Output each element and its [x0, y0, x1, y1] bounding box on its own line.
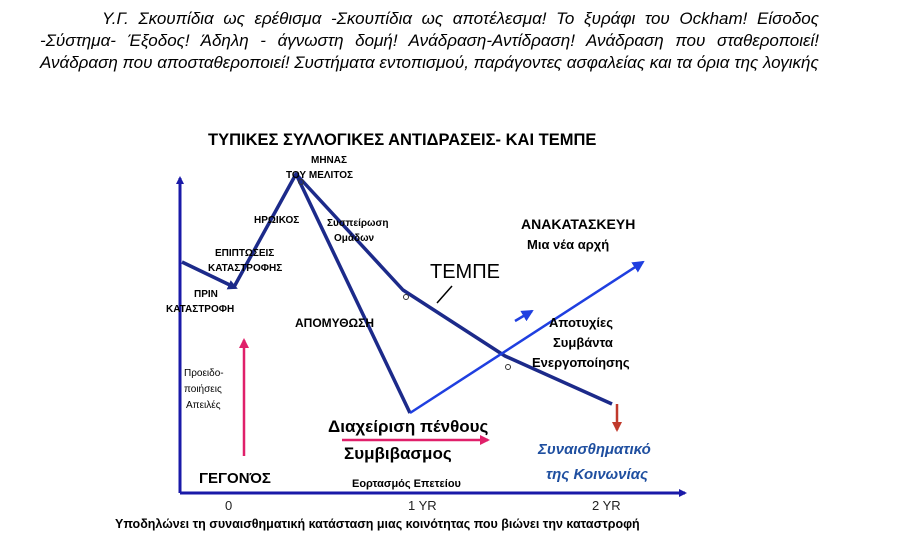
tempe-pointer — [437, 286, 452, 303]
recovery-mid-arrow — [515, 311, 532, 321]
label-compromise: Συμβιβασμος — [344, 444, 452, 463]
label-failed-activation-1: Αποτυχίες — [549, 315, 613, 330]
label-warnings-3: Απειλές — [186, 400, 221, 411]
label-failed-activation-3: Ενεργοποίησης — [532, 355, 630, 370]
label-reconstruction-1: ΑΝΑΚΑΤΑΣΚΕΥΗ — [521, 216, 636, 232]
label-reconstruction-2: Μια νέα αρχή — [527, 237, 610, 252]
label-failed-activation-2: Συμβάντα — [553, 335, 613, 350]
figure-caption: Υποδηλώνει τη συναισθηματική κατάσταση μιας κοινότητας που βιώνει την καταστροφή — [115, 517, 640, 531]
x-tick-1yr: 1 YR — [408, 498, 437, 513]
label-impact-1: ΕΠΙΠΤΩΣΕΙΣ — [215, 248, 275, 259]
label-heroic: ΗΡΩΙΚΟΣ — [254, 215, 300, 226]
diagram-title: ΤΥΠΙΚΕΣ ΣΥΛΛΟΓΙΚΕΣ ΑΝΤΙΔΡΑΣΕΙΣ- ΚΑΙ ΤΕΜΠΕ — [208, 131, 597, 149]
label-honeymoon-2: ΤΟΥ ΜΕΛΙΤΟΣ — [286, 170, 354, 181]
label-grief: Διαχείριση πένθους — [328, 417, 489, 436]
label-disillusionment: ΑΠΟΜΥΘΩΣΗ — [295, 316, 375, 330]
label-impact-2: ΚΑΤΑΣΤΡΟΦΗΣ — [208, 263, 283, 274]
label-emotional-1: Συναισθηματικό — [538, 441, 651, 458]
label-pre-disaster-1: ΠΡΙΝ — [194, 289, 218, 300]
label-anniversary: Εορτασμός Επετείου — [352, 478, 461, 490]
intro-text: Υ.Γ. Σκουπίδια ως ερέθισμα -Σκουπίδια ως αποτέλεσμα! Το ξυράφι του Ockham! Είσοδος -Σύστημα- Έξοδος! Άδηλη - άγνωστη δομή! Ανάδραση-Αντίδραση! Ανάδραση που σταθεροποιεί! Ανάδραση που αποσταθεροποιεί! Συστήματα εντοπισμού, παράγοντες ασφαλείας και τα όρια της λογικής — [40, 9, 819, 72]
label-event: ΓΕΓΟΝΌΣ — [199, 470, 271, 487]
label-tempe: ΤΕΜΠΕ — [430, 261, 500, 283]
label-emotional-2: της Κοινωνίας — [546, 466, 648, 483]
x-tick-2yr: 2 YR — [592, 498, 621, 513]
label-warnings-1: Προειδο- — [184, 368, 224, 379]
label-coalescing-2: Ομάδων — [334, 233, 375, 244]
disillusionment-line — [296, 174, 410, 413]
marker-circle-tempe — [404, 295, 409, 300]
label-pre-disaster-2: ΚΑΤΑΣΤΡΟΦΗ — [166, 304, 235, 315]
label-honeymoon-1: ΜΗΝΑΣ — [311, 155, 347, 166]
marker-circle-failure — [506, 365, 511, 370]
label-warnings-2: ποιήσεις — [184, 384, 222, 395]
x-tick-0: 0 — [225, 498, 233, 513]
label-coalescing-1: Συσπείρωση — [327, 218, 389, 229]
